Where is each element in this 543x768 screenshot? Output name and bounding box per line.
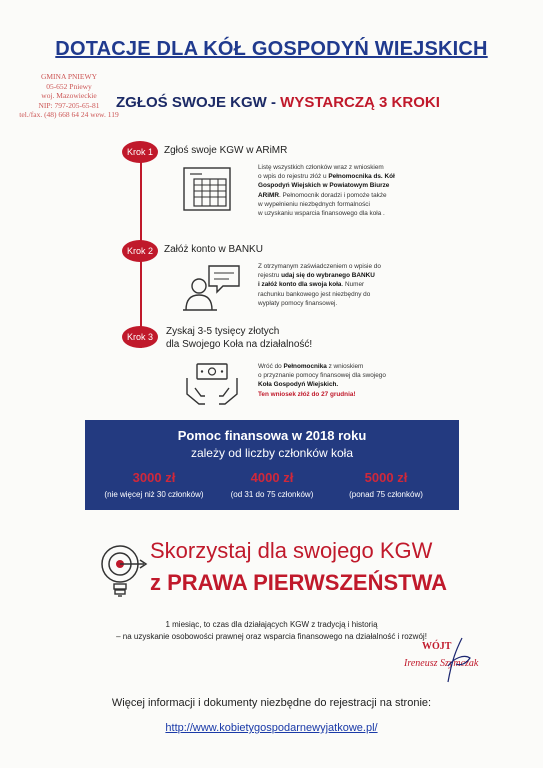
page-title: DOTACJE DLA KÓŁ GOSPODYŃ WIEJSKICH: [55, 38, 488, 60]
desc-bold: i załóż konto dla swoja koła: [258, 281, 342, 289]
form-icon: [180, 166, 235, 219]
deadline-note: Ten wniosek złóż do 27 grudnia!: [258, 390, 356, 398]
stamp-line: NIP: 797-205-65-81: [38, 100, 100, 110]
stamp-line: woj. Mazowieckie: [41, 91, 97, 100]
money-hands-icon: [183, 360, 241, 415]
desc-line: [258, 280, 381, 289]
step-title-2: Załóż konto w BANKU: [164, 244, 263, 255]
step-badge-3: Krok 3: [122, 326, 158, 348]
desc-text: o wpis do rejestru złóż u: [258, 173, 329, 181]
subtitle-part2: WYSTARCZĄ 3 KROKI: [280, 94, 440, 111]
priority-headline: Skorzystaj dla swojego KGW: [150, 538, 433, 563]
priority-text: – na uzyskanie osobowości prawnej oraz wsparcia finansowego na działalność i rozwój!: [116, 632, 427, 641]
step-badge-2: Krok 2: [122, 240, 158, 262]
subtitle-part1: ZGŁOŚ SWOJE KGW -: [116, 94, 281, 111]
desc-line: w wypełnieniu niezbędnych formalności: [258, 200, 370, 208]
funding-tier-desc: (ponad 75 członków): [349, 490, 423, 499]
funding-amount: 3000 zł: [132, 470, 176, 485]
step-badge-1: Krok 1: [122, 141, 158, 163]
person-speech-icon: [183, 262, 243, 317]
step-title-3: [166, 325, 312, 351]
priority-text: 1 miesiąc, to czas dla działających KGW z tradycją i historią: [165, 620, 378, 629]
signature-role: WÓJT: [422, 641, 452, 652]
funding-amount: 4000 zł: [250, 470, 294, 485]
desc-line: [258, 271, 381, 280]
office-stamp: [14, 72, 124, 120]
desc-line: wypłaty pomocy finansowej.: [258, 299, 338, 307]
step-desc-2: [258, 262, 381, 308]
desc-text: . Pełnomocnik doradzi i pomoże także: [278, 191, 387, 199]
footer-info: Więcej informacji i dokumenty niezbędne do rejestracji na stronie:: [111, 697, 432, 709]
desc-text: Wróć do: [258, 363, 284, 370]
desc-bold: Pełnomocnika: [283, 363, 327, 370]
handwritten-signature: [436, 636, 476, 691]
funding-title: Pomoc finansowa w 2018 roku: [177, 428, 367, 443]
stamp-line: tel./fax. (48) 668 64 24 wew. 119: [19, 110, 119, 119]
desc-text: z wnioskiem: [326, 363, 364, 370]
priority-headline-2: [150, 570, 447, 596]
step-desc-1: [258, 163, 395, 218]
desc-line: [258, 380, 386, 389]
target-bulb-icon: [96, 540, 148, 607]
funding-amount: 5000 zł: [364, 470, 408, 485]
desc-line: Listę wszystkich członków wraz z wnioskiem: [258, 164, 384, 171]
desc-bold: Gospodyń Wiejskich w Powiatowym Biurze: [258, 182, 390, 190]
desc-line: [258, 172, 395, 181]
funding-subtitle: zależy od liczby członków koła: [190, 446, 354, 460]
desc-bold: ARiMR: [258, 191, 279, 199]
signature-name: Ireneusz Szymczak: [404, 658, 479, 669]
desc-line: [258, 181, 395, 190]
desc-line: w uzyskaniu wsparcia finansowego dla koła .: [258, 210, 385, 218]
priority-emphasis: PRAWA PIERWSZEŃSTWA: [167, 570, 448, 595]
desc-line: [258, 191, 395, 200]
funding-tier-desc: (od 31 do 75 członków): [230, 490, 314, 499]
desc-line: [258, 362, 386, 371]
website-link[interactable]: http://www.kobietygospodarnewyjatkowe.pl/: [165, 722, 378, 734]
desc-line: Z otrzymanym zaświadczeniem o wpisie do: [258, 263, 381, 270]
desc-text: rejestru: [258, 272, 282, 280]
desc-text: . Numer: [341, 281, 365, 289]
stamp-line: GMINA PNIEWY: [40, 72, 98, 81]
desc-line: o przyznanie pomocy finansowej dla swojego: [258, 372, 386, 380]
step-title-1: Zgłoś swoje KGW w ARiMR: [164, 145, 288, 156]
step-desc-3: [258, 362, 386, 399]
funding-tier-desc: (nie więcej niż 30 członków): [104, 490, 204, 499]
stamp-line: 05-652 Pniewy: [46, 81, 92, 91]
priority-prefix: z: [150, 570, 168, 595]
desc-bold: Koła Gospodyń Wiejskich.: [258, 381, 339, 389]
subtitle: [116, 94, 440, 111]
step-title-line: Zyskaj 3-5 tysięcy złotych: [166, 326, 280, 337]
step-title-line: dla Swojego Koła na działalność!: [166, 339, 313, 350]
desc-line: rachunku bankowego jest niezbędny do: [258, 290, 371, 298]
desc-bold: Pełnomocnika ds. Kół: [328, 173, 395, 181]
desc-bold: udaj się do wybranego BANKU: [281, 272, 375, 280]
